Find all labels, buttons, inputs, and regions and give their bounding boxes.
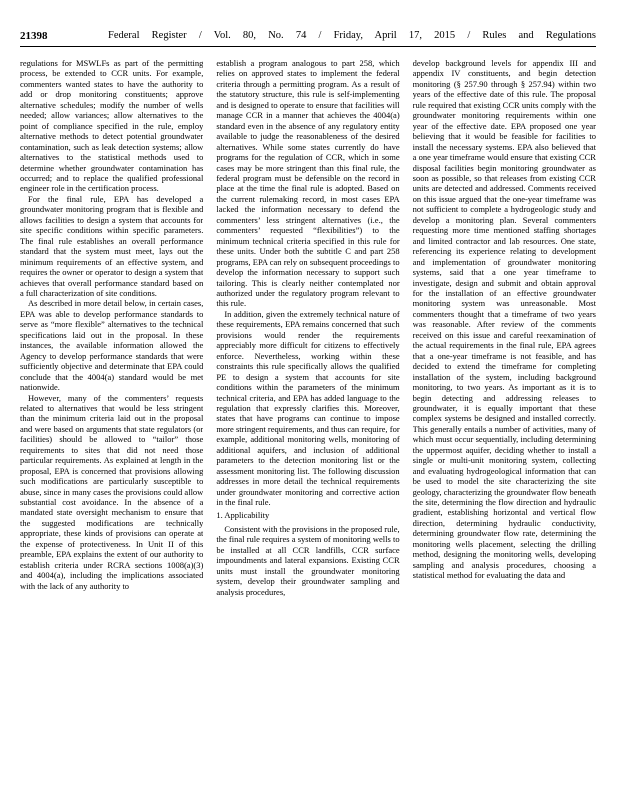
paragraph: In addition, given the extremely technical nature of these requirements, EPA remains concerned that such provisions would render the requirements appreciably more difficult for citizens to effectively enforce. Nevertheless, working within these constraints this rule specifically allows the qualified PE to design a system that accounts for site conditions within the parameters of the minimum technical criteria, and EPA has added language to the regulation that expressly clarifies this. Moreover, states that have programs can continue to impose more stringent requirements, and thus can require, for example, additional monitoring wells, monitoring of additional aquifers, and inclusion of additional parameters to the detection monitoring list or the assessment monitoring list. The following discussion addresses in more detail the technical requirements under groundwater monitoring and corrective action in the final rule. bbox=[216, 308, 400, 508]
paragraph: Consistent with the provisions in the proposed rule, the final rule requires a system of monitoring wells to be installed at all CCR landfills, CCR surface impoundments and lateral expansions. Existing CCR units must install the groundwater monitoring system, develop their groundwater sampling and analysis procedures, bbox=[216, 523, 400, 597]
paragraph: establish a program analogous to part 258, which relies on approved states to implement the federal criteria through a permitting program. As a result of the statutory structure, this rule is self-implementing and is designed to operate to ensure that facilities will manage CCR in a manner that achieves the 4004(a) standard even in the absence of any regulatory entity available to judge the reasonableness of the desired alternatives. While some states currently do have programs for the regulation of CCR, which in some cases may be more stringent than this final rule, the federal program must be defensible on the record in place at the time the final rule is adopted. Based on the current rulemaking record, in most cases EPA lacked the information necessary to defend the commenters’ less stringent alternatives (i.e., the commenters’ requested “flexibilities”) to the minimum technical criteria specified in this rule for these units. Under both the subtitle C and part 258 programs, EPA can rely on subsequent proceedings to develop the information necessary to support such tailoring. This is clearly neither contemplated nor authorized under the regulatory program relevant to this rule. bbox=[216, 58, 400, 309]
column-2 bbox=[216, 58, 399, 786]
text-columns bbox=[20, 58, 596, 786]
column-3 bbox=[413, 58, 596, 786]
paragraph: However, many of the commenters’ requests related to alternatives that would be less stringent than the minimum criteria laid out in the proposal and were based on arguments that state regulators (or facilities) should be allowed to “tailor” those requirements to sites that did not need those particular requirements. As explained at length in the proposal, EPA is concerned that provisions allowing such modifications are particularly susceptible to abuse, since in many cases the provisions could allow substantial cost avoidance. In the absence of a mandated state oversight mechanism to ensure that the suggested modifications are technically appropriate, these kinds of provisions can operate at the expense of protectiveness. In Unit II of this preamble, EPA explains the extent of our authority to establish criteria under RCRA sections 1008(a)(3) and 4004(a), including the implications associated with the lack of any authority to bbox=[20, 392, 204, 591]
paragraph: regulations for MSWLFs as part of the permitting process, be extended to CCR units. For example, commenters wanted states to have the authority to add or drop monitoring constituents; approve alternative schedules; modify the number of wells needed; allow variances; allow alternatives to the point of compliance specified in the rule, employ alternative methods to detect potential groundwater contamination, such as leak detection systems; allow alternatives to the statistical methods used to determine whether groundwater contamination has occurred; and to replace the qualified professional engineer role in the certification process. bbox=[20, 58, 204, 194]
column-1 bbox=[20, 58, 203, 786]
running-header bbox=[20, 30, 596, 47]
paragraph: For the final rule, EPA has developed a groundwater monitoring program that is flexible and allows facilities to design a system that accounts for site specific conditions within specific parameters. The final rule establishes an overall performance standard that the system must meet, lays out the minimum requirements of an effective system, and requires the owner or operator to design a system that achieves that overall performance standard based on a full characterization of site conditions. bbox=[20, 193, 204, 298]
section-heading: 1. Applicability bbox=[216, 510, 270, 521]
running-title: Federal Register / Vol. 80, No. 74 / Friday, April 17, 2015 / Rules and Regulations bbox=[108, 30, 596, 41]
page-number: 21398 bbox=[20, 30, 48, 42]
paragraph: develop background levels for appendix III and appendix IV constituents, and begin detection monitoring (§ 257.90 through § 257.94) within two years of the effective date of this rule. The proposal rule required that existing CCR units comply with the groundwater monitoring requirements within one year of the effective date. EPA proposed one year believing that it would be feasible for facilities to install the necessary systems. EPA also believed that a one year timeframe would ensure that existing CCR disposal facilities begin monitoring groundwater as soon as possible, so that releases from existing CCR units are detected and addressed. Comments received on this issue argued that the one-year timeframe was not sufficient to complete a hydrogeologic study and develop a monitoring plan. Several commenters requesting more time mentioned staffing shortages and limited contractor and lab resources. One state, referencing its experience relating to development and implementation of groundwater monitoring systems, said that a one year timeframe to investigate, design and submit and obtain approval for the installation of an effective groundwater monitoring system was unreasonable. Most commenters thought that a timeframe of two years was reasonable. After review of the comments received on this issue and careful reexamination of the actual requirements in the final rule, EPA agrees that a one-year timeframe is not feasible, and has decided to extend the timeframe for completing installation of the system, including background monitoring, to two years. As important as it is to begin detecting and addressing releases to groundwater, it is equally important that these complex systems be designed and installed correctly. This generally entails a number of activities, many of which must occur sequentially, including determining the uppermost aquifer, deciding whether to install a single or multi-unit monitoring system, collecting and evaluating hydrogeological information that can be used to model the site characterizing the site geology, characterizing the groundwater flow beneath the site, determining the flow direction and hydraulic gradient, establishing horizontal and vertical flow direction, determining hydraulic conductivity, determining groundwater flow rate, determining the monitoring wells placement, selecting the drilling method, designing the monitoring wells, developing sampling and analysis procedures, choosing a statistical method for evaluating the data and bbox=[412, 58, 596, 581]
paragraph: As described in more detail below, in certain cases, EPA was able to develop performance standards to serve as “more flexible” alternatives to the technical specifications laid out in the proposal. In these instances, the available information allowed the Agency to develop performance standards that were sufficiently objective and determinate that EPA could conclude that the 4004(a) standard would be met nationwide. bbox=[20, 298, 204, 393]
